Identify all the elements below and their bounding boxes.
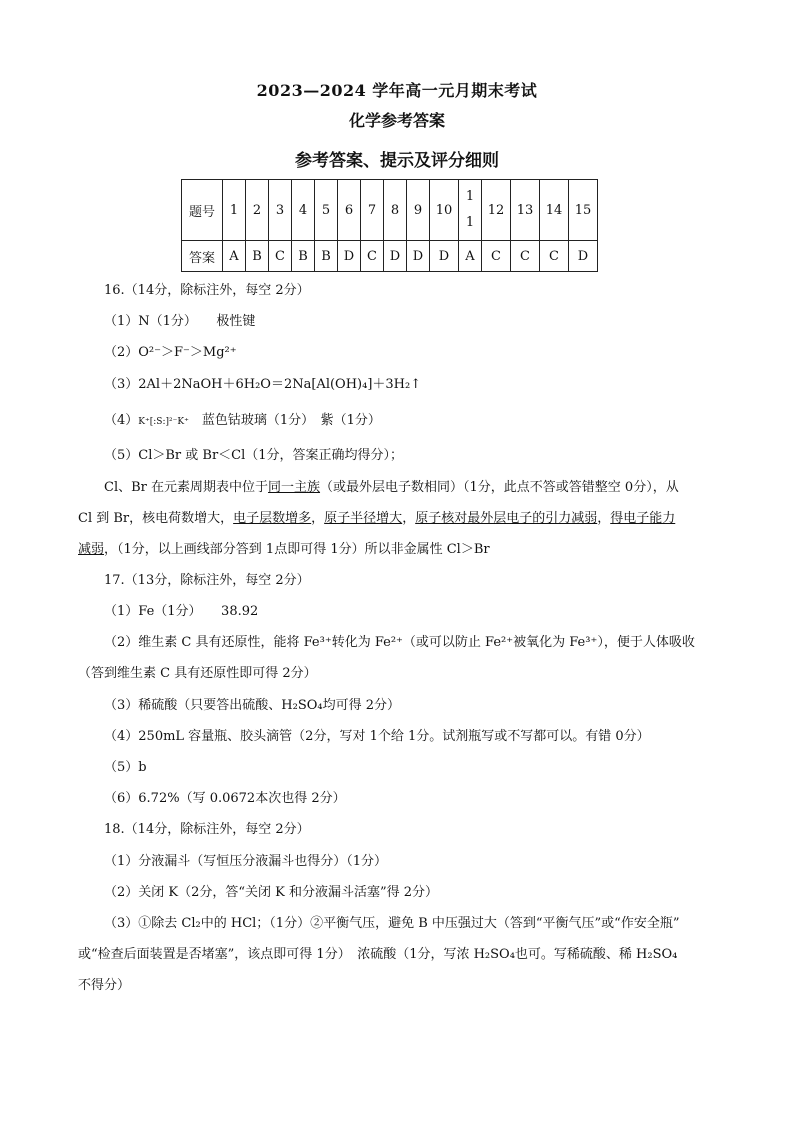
q18-part3-line3: 不得分） xyxy=(78,978,131,993)
answer-cell: D xyxy=(384,241,407,272)
question-number: 2 xyxy=(246,180,269,241)
answer-cell: B xyxy=(246,241,269,272)
underlined-key-point: 原子核对最外层电子的引力减弱 xyxy=(415,511,598,526)
question-number: 13 xyxy=(511,180,540,241)
answer-cell: C xyxy=(269,241,292,272)
question-number: 12 xyxy=(482,180,511,241)
text-segment: Cl、Br 在元素周期表中位于 xyxy=(104,480,269,495)
answer-cell: C xyxy=(511,241,540,272)
underlined-key-point: 原子半径增大 xyxy=(324,511,403,526)
q16-part4 xyxy=(104,412,381,431)
question-number: 14 xyxy=(540,180,569,241)
q16-part1: （1）N（1分） 极性键 xyxy=(104,314,256,329)
question-number: 5 xyxy=(315,180,338,241)
q16-heading: 16.（14分，除标注外，每空 2分） xyxy=(104,283,310,298)
text-segment: ， xyxy=(597,511,611,526)
text-segment: Cl 到 Br，核电荷数增大， xyxy=(78,511,234,526)
underlined-key-point: 同一主族 xyxy=(268,480,321,495)
underlined-key-point: 减弱 xyxy=(78,542,105,557)
q18-part3-line1: （3）①除去 Cl₂中的 HCl；（1分）②平衡气压，避免 B 中压强过大（答到“平衡气压”或“作安全瓶” xyxy=(104,916,680,931)
answer-cell: D xyxy=(430,241,459,272)
q16-part3: （3）2Al＋2NaOH＋6H₂O＝2Na[Al(OH)₄]＋3H₂↑ xyxy=(104,377,422,392)
lewis-structure-k2s: K⁺[:S:]²⁻K⁺ xyxy=(138,417,189,427)
answer-cell: A xyxy=(459,241,482,272)
answer-cell: B xyxy=(292,241,315,272)
q17-part2-line2: （答到维生素 C 具有还原性即可得 2分） xyxy=(78,666,317,681)
question-number: 10 xyxy=(430,180,459,241)
q18-heading: 18.（14分，除标注外，每空 2分） xyxy=(104,822,310,837)
answer-cell: A xyxy=(223,241,246,272)
q17-part1: （1）Fe（1分） 38.92 xyxy=(104,604,259,619)
text-segment: ，（1分，以上画线部分答到 1点即可得 1分）所以非金属性 Cl＞Br xyxy=(104,542,490,557)
text-segment: ， xyxy=(311,511,325,526)
question-number: 7 xyxy=(361,180,384,241)
question-number: 4 xyxy=(292,180,315,241)
q17-part4: （4）250mL 容量瓶、胶头滴管（2分，写对 1个给 1分。试剂瓶写或不写都可以。有错 0分） xyxy=(104,729,650,744)
question-number: 1 xyxy=(223,180,246,241)
q17-part3: （3）稀硫酸（只要答出硫酸、H₂SO₄均可得 2分） xyxy=(104,698,400,713)
question-number: 6 xyxy=(338,180,361,241)
text-segment: （或最外层电子数相同）（1分，此点不答或答错整空 0分），从 xyxy=(320,480,679,495)
q16-part4-prefix: （4） xyxy=(104,413,139,428)
question-number: 3 xyxy=(269,180,292,241)
answer-cell: B xyxy=(315,241,338,272)
question-number: 9 xyxy=(407,180,430,241)
q16-part4-rest: 蓝色钴玻璃（1分） 紫（1分） xyxy=(188,413,381,428)
q16-part2: （2）O²⁻＞F⁻＞Mg²⁺ xyxy=(104,345,237,360)
q18-part3-line2: 或“检查后面装置是否堵塞”，该点即可得 1分） 浓硫酸（1分，写浓 H₂SO₄也可。写稀硫酸、稀 H₂SO₄ xyxy=(78,947,678,962)
document-subtitle: 化学参考答案 xyxy=(348,111,445,130)
answer-row xyxy=(182,241,598,272)
answer-cell: D xyxy=(407,241,430,272)
q18-part1: （1）分液漏斗（写恒压分液漏斗也得分）（1分） xyxy=(104,854,388,869)
row-label-answer: 答案 xyxy=(182,241,223,272)
q17-part6: （6）6.72%（写 0.0672本次也得 2分） xyxy=(104,791,346,806)
answer-cell: C xyxy=(540,241,569,272)
answer-cell: C xyxy=(361,241,384,272)
answer-table xyxy=(181,179,598,272)
q17-heading: 17.（13分，除标注外，每空 2分） xyxy=(104,573,310,588)
q16-explanation-line2 xyxy=(78,510,675,528)
answer-cell: C xyxy=(482,241,511,272)
q18-part2: （2）关闭 K（2分，答“关闭 K 和分液漏斗活塞”得 2分） xyxy=(104,885,439,900)
q16-part5: （5）Cl＞Br 或 Br＜Cl（1分，答案正确均得分）； xyxy=(104,448,404,463)
q17-part2-line1: （2）维生素 C 具有还原性，能将 Fe³⁺转化为 Fe²⁺（或可以防止 Fe²⁺被氧化为 Fe³⁺），便于人体吸收 xyxy=(104,635,695,650)
text-segment: ， xyxy=(402,511,416,526)
section-heading: 参考答案、提示及评分细则 xyxy=(295,151,499,171)
q16-explanation-line1 xyxy=(104,479,679,497)
question-number: 1 1 xyxy=(459,180,482,241)
underlined-key-point: 得电子能力 xyxy=(610,511,676,526)
answer-cell: D xyxy=(569,241,598,272)
question-number-row xyxy=(182,180,598,241)
row-label-question: 题号 xyxy=(182,180,223,241)
underlined-key-point: 电子层数增多 xyxy=(233,511,312,526)
q16-explanation-line3 xyxy=(78,541,490,559)
question-number: 8 xyxy=(384,180,407,241)
question-number: 15 xyxy=(569,180,598,241)
answer-cell: D xyxy=(338,241,361,272)
q17-part5: （5）b xyxy=(104,760,147,775)
document-title: 2023—2024 学年高一元月期末考试 xyxy=(256,81,538,100)
